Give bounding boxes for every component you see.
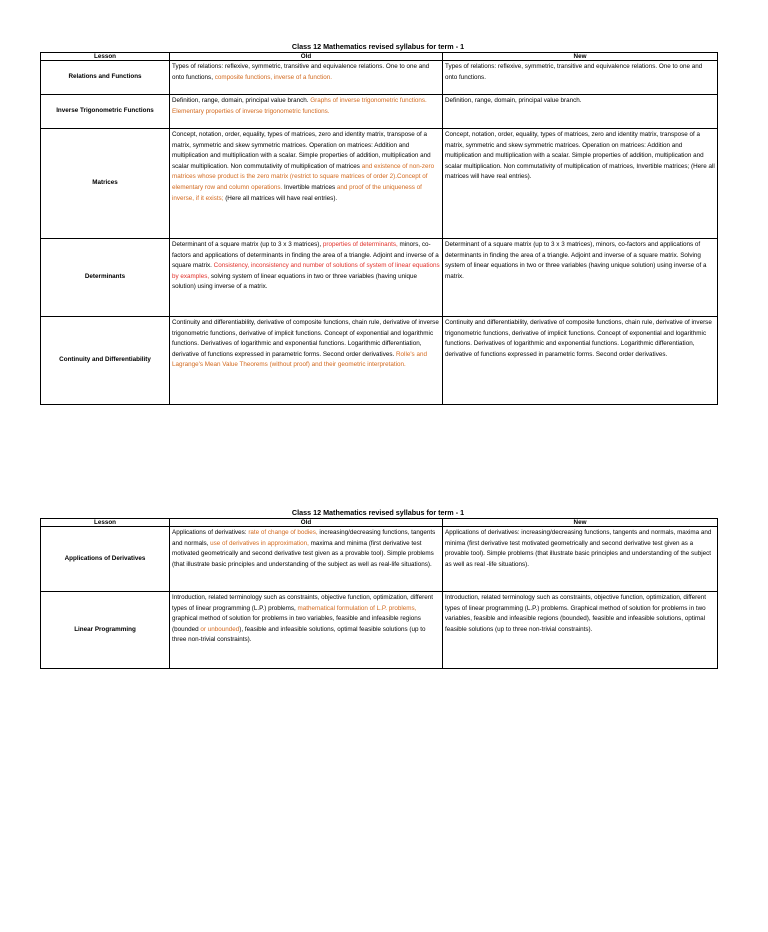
- syllabus-text: minors, co-factors and applications of determinants in finding the area of a triangle. Adjoint and inverse of a square matrix.: [172, 241, 439, 270]
- syllabus-text: Concept, notation, order, equality, types of matrices, zero and identity matrix, transpose of a matrix, symmetric and skew symmetric matrices. Operation on matrices: Addition and multiplication and multiplication with a scalar. Simple properties of addition, multiplication and scalar multiplication. Non commutativity of multiplication of matrices: [172, 131, 431, 170]
- table-1-title: Class 12 Mathematics revised syllabus for term - 1: [291, 42, 465, 51]
- syllabus-table-1: [40, 52, 718, 405]
- syllabus-text: maxima and minima (first derivative test motivated geometrically and second derivative test given as a provable tool). Simple problems (that illustrate basic principles and understanding of the subject as well as real-life situations).: [172, 539, 434, 568]
- table-row: [41, 239, 718, 317]
- lesson-cell: Determinants: [41, 239, 170, 317]
- old-cell: [170, 129, 443, 239]
- old-cell: [170, 317, 443, 405]
- lesson-cell: Continuity and Differentiability: [41, 317, 170, 405]
- table-row: [41, 592, 718, 669]
- old-cell: [170, 61, 443, 95]
- syllabus-text: Applications of derivatives:: [172, 529, 249, 536]
- changed-text: properties of determinants,: [322, 241, 398, 248]
- syllabus-table-2: [40, 518, 718, 669]
- new-cell: [443, 317, 718, 405]
- changed-text: Rolle's and Lagrange's Mean Value Theorems (without proof) and their geometric interpretation.: [172, 350, 427, 369]
- syllabus-text: Definition, range, domain, principal value branch.: [445, 97, 582, 104]
- new-cell: [443, 61, 718, 95]
- new-cell: [443, 592, 718, 669]
- table-row: [41, 527, 718, 592]
- header-lesson: Lesson: [41, 53, 170, 61]
- table-row: [41, 129, 718, 239]
- lesson-cell: Linear Programming: [41, 592, 170, 669]
- lesson-cell: Inverse Trigonometric Functions: [41, 95, 170, 129]
- table-2-title: Class 12 Mathematics revised syllabus for term - 1: [291, 508, 465, 517]
- changed-text: composite functions, inverse of a function.: [214, 73, 332, 81]
- changed-text: and existence of non-zero matrices whose product is the zero matrix (restrict to square matrices of order 2).Concept of elementary row and column operations.: [172, 162, 435, 191]
- syllabus-text: Introduction, related terminology such as constraints, objective function, optimization, different types of linear programming (L.P.) problems. Graphical method of solution for problems in two variables, feasible and infeasible regions (bounded), feasible and infeasible solutions, optimal feasible solutions (up to three non-trivial constraints).: [445, 594, 706, 633]
- syllabus-text: Continuity and differentiability, derivative of composite functions, chain rule, derivative of inverse trigonometric functions, derivative of implicit functions. Concept of exponential and logarithmic functions. Derivatives of logarithmic and exponential functions. Logarithmic differentiation, derivative of functions expressed in parametric forms. Second order derivatives.: [172, 319, 439, 358]
- changed-text: and proof of the uniqueness of inverse, if it exists;: [172, 183, 422, 202]
- changed-text: Consistency, inconsistency and number of solutions of system of linear equations by examples,: [172, 262, 440, 280]
- changed-text: mathematical formulation of L.P. problems,: [297, 604, 417, 612]
- table-row: [41, 317, 718, 405]
- lesson-cell: Relations and Functions: [41, 61, 170, 95]
- header-new: New: [443, 519, 718, 527]
- new-cell: [443, 129, 718, 239]
- header-old: Old: [170, 519, 443, 527]
- changed-text: rate of change of bodies,: [248, 529, 318, 536]
- lesson-cell: Matrices: [41, 129, 170, 239]
- syllabus-text: Continuity and differentiability, derivative of composite functions, chain rule, derivative of inverse trigonometric functions, derivative of implicit functions. Concept of exponential and logarithmic functions. Derivatives of logarithmic and exponential functions. Logarithmic differentiation, derivative of functions expressed in parametric forms. Second order derivatives.: [445, 319, 712, 358]
- syllabus-text: Introduction, related terminology such as constraints, objective function, optimization, different types of linear programming (L.P.) problems,: [172, 594, 433, 612]
- syllabus-text: graphical method of solution for problems in two variables, feasible and infeasible regions (bounded: [172, 615, 421, 633]
- syllabus-text: Types of relations: reflexive, symmetric, transitive and equivalence relations. One to one and onto functions.: [445, 63, 703, 81]
- syllabus-text: Determinant of a square matrix (up to 3 x 3 matrices),: [172, 241, 323, 248]
- table-header-row: [41, 53, 718, 61]
- header-lesson: Lesson: [41, 519, 170, 527]
- syllabus-text: Determinant of a square matrix (up to 3 x 3 matrices), minors, co-factors and applications of determinants in finding the area of a triangle. Adjoint and inverse of a square matrix. Solving system of linear equations in two or three variables (having unique solution) using inverse of a matrix.: [445, 241, 707, 280]
- syllabus-text: solving system of linear equations in two or three variables (having unique solution) using inverse of a matrix.: [172, 272, 418, 291]
- old-cell: [170, 95, 443, 129]
- syllabus-text: Invertible matrices: [282, 183, 337, 191]
- header-old: Old: [170, 53, 443, 61]
- syllabus-text: increasing/decreasing functions, tangents and normals,: [172, 529, 436, 547]
- new-cell: [443, 239, 718, 317]
- lesson-cell: Applications of Derivatives: [41, 527, 170, 592]
- syllabus-text: Concept, notation, order, equality, types of matrices, zero and identity matrix, transpose of a matrix, symmetric and skew symmetric matrices. Operation on matrices: Addition and multiplication and multiplication with a scalar. Simple properties of addition, multiplication and scalar multiplication. Non commutativity of multiplication of matrices, Invertible matrices; (Here all matrices will have real entries).: [445, 131, 715, 181]
- table-row: [41, 61, 718, 95]
- changed-text: Graphs of inverse trigonometric functions. Elementary properties of inverse trigonometric functions.: [172, 97, 427, 115]
- new-cell: [443, 95, 718, 129]
- syllabus-text: (Here all matrices will have real entries).: [223, 194, 338, 202]
- syllabus-text: ), feasible and infeasible solutions, optimal feasible solutions (up to three non-trivial constraints).: [172, 625, 426, 644]
- table-row: [41, 95, 718, 129]
- changed-text: use of derivatives in approximation,: [210, 539, 309, 547]
- old-cell: [170, 239, 443, 317]
- old-cell: [170, 592, 443, 669]
- syllabus-text: Types of relations: reflexive, symmetric, transitive and equivalence relations. One to one and onto functions,: [172, 63, 430, 81]
- table-header-row: [41, 519, 718, 527]
- changed-text: or unbounded: [200, 625, 240, 633]
- new-cell: [443, 527, 718, 592]
- header-new: New: [443, 53, 718, 61]
- syllabus-text: Applications of derivatives: increasing/decreasing functions, tangents and normals, maxima and minima (first derivative test motivated geometrically and second derivative test given as a provable tool). Simple problems (that illustrate basic principles and understanding of the subject as well as real -life situations).: [445, 529, 712, 568]
- syllabus-text: Definition, range, domain, principal value branch.: [172, 97, 311, 104]
- old-cell: [170, 527, 443, 592]
